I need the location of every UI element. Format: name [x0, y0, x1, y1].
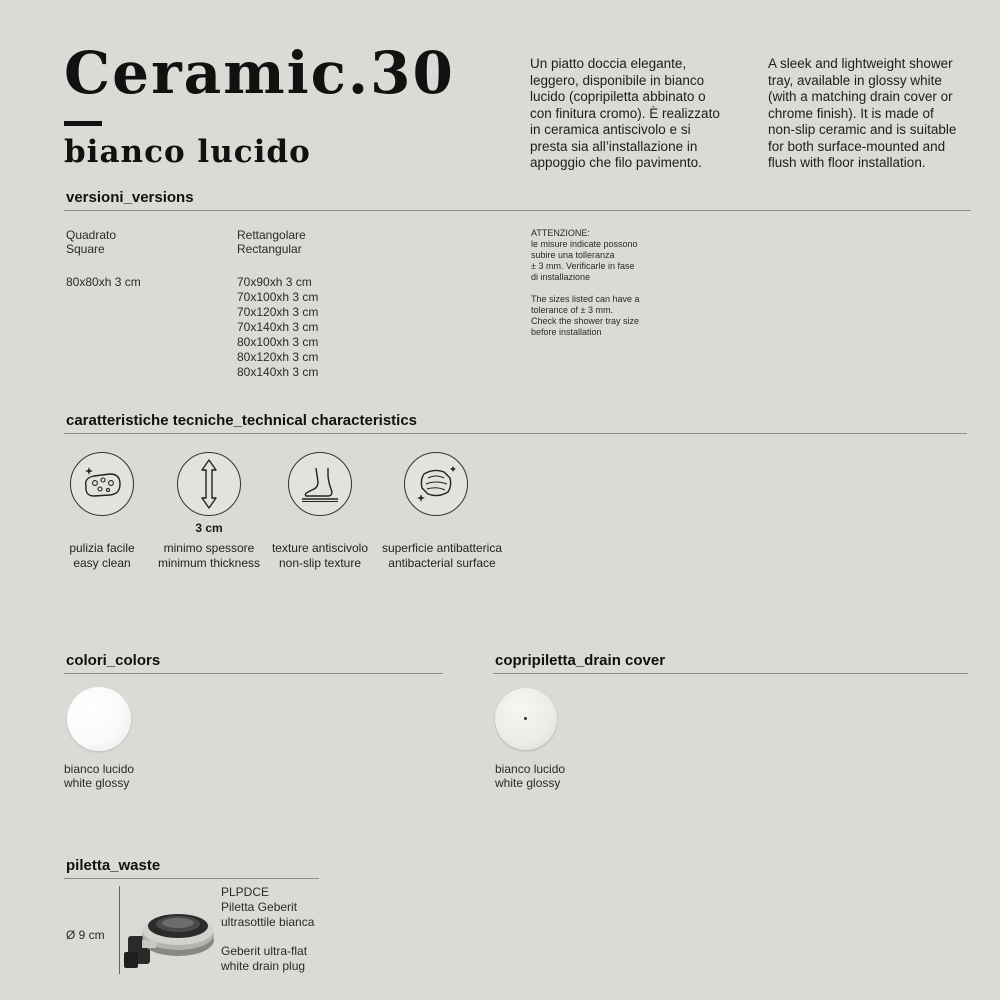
feature-label-it: pulizia facile: [69, 541, 135, 555]
waste-diameter: Ø 9 cm: [66, 928, 105, 942]
rectangular-size: 70x140xh 3 cm: [237, 320, 319, 334]
color-label-en: white glossy: [64, 776, 130, 790]
product-subtitle: bianco lucido: [64, 134, 311, 170]
feature-label-en: easy clean: [73, 556, 131, 570]
feature-label-it: superficie antibatterica: [381, 541, 503, 555]
feature-minimum-thickness: [177, 452, 241, 516]
feature-label-en: antibacterial surface: [388, 556, 496, 570]
waste-heading: piletta_waste: [66, 857, 161, 874]
feature-antibacterial: [404, 452, 468, 516]
intro-english: A sleek and lightweight shower tray, available in glossy white (with a matching drain cover or chrome finish). It is made of non-slip ceramic and is suitable for both surface-mounted and flush with floor installation.: [768, 56, 957, 170]
feature-non-slip: [288, 452, 352, 516]
technical-heading: caratteristiche tecniche_technical characteristics: [66, 412, 418, 429]
intro-italian: Un piatto doccia elegante, leggero, disponibile in bianco lucido (copripiletta abbinato o con finitura cromo). È realizzato in ceramica antiscivolo e si presta sia all’installazione in appoggio che filo pavimento.: [530, 56, 720, 170]
rectangular-label-it: Rettangolare: [237, 228, 306, 242]
drain-cover-label-en: white glossy: [495, 776, 561, 790]
drain-cover-rule: [493, 673, 968, 674]
drain-cover-swatch: [495, 688, 557, 750]
feature-label-en: non-slip texture: [278, 556, 362, 570]
rectangular-label-en: Rectangular: [237, 242, 302, 256]
foot-icon: [298, 464, 342, 504]
product-title: Ceramic.30: [64, 39, 455, 107]
drain-plug-image: [122, 900, 218, 972]
technical-rule: [64, 433, 967, 434]
waste-code: PLPDCE: [221, 885, 270, 899]
square-label-en: Square: [66, 242, 105, 256]
tolerance-notice-en: The sizes listed can have a tolerance of ± 3 mm. Check the shower tray size before installation: [531, 294, 640, 337]
rectangular-size: 70x120xh 3 cm: [237, 305, 319, 319]
waste-divider: [119, 886, 120, 974]
colors-heading: colori_colors: [66, 652, 161, 669]
feature-label-it: minimo spessore: [163, 541, 255, 555]
color-swatch-white-glossy: [67, 687, 131, 751]
antibacterial-cloth-icon: [414, 464, 458, 504]
versions-rule: [64, 210, 971, 211]
rectangular-size: 80x100xh 3 cm: [237, 335, 319, 349]
square-label-it: Quadrato: [66, 228, 117, 242]
thickness-arrow-icon: [194, 458, 224, 510]
feature-label-it: texture antiscivolo: [271, 541, 369, 555]
feature-label-en: minimum thickness: [157, 556, 261, 570]
rectangular-size: 80x120xh 3 cm: [237, 350, 319, 364]
thickness-value: 3 cm: [195, 521, 223, 535]
drain-cover-label-it: bianco lucido: [495, 762, 566, 776]
rectangular-size: 70x100xh 3 cm: [237, 290, 319, 304]
rectangular-size: 70x90xh 3 cm: [237, 275, 312, 289]
rectangular-size: 80x140xh 3 cm: [237, 365, 319, 379]
versions-heading: versioni_versions: [66, 189, 194, 206]
colors-rule: [64, 673, 443, 674]
waste-name-it: Piletta Geberit ultrasottile bianca: [221, 900, 315, 929]
tolerance-notice-it: ATTENZIONE: le misure indicate possono subire una tolleranza ± 3 mm. Verificarle in fase di installazione: [531, 228, 638, 282]
waste-name-en: Geberit ultra-flat white drain plug: [221, 944, 308, 973]
drain-cover-heading: copripiletta_drain cover: [495, 652, 666, 669]
feature-easy-clean: [70, 452, 134, 516]
square-size: 80x80xh 3 cm: [66, 275, 141, 289]
color-label-it: bianco lucido: [64, 762, 135, 776]
title-underline: [64, 121, 102, 126]
sponge-icon: [80, 464, 124, 504]
waste-rule: [64, 878, 319, 879]
